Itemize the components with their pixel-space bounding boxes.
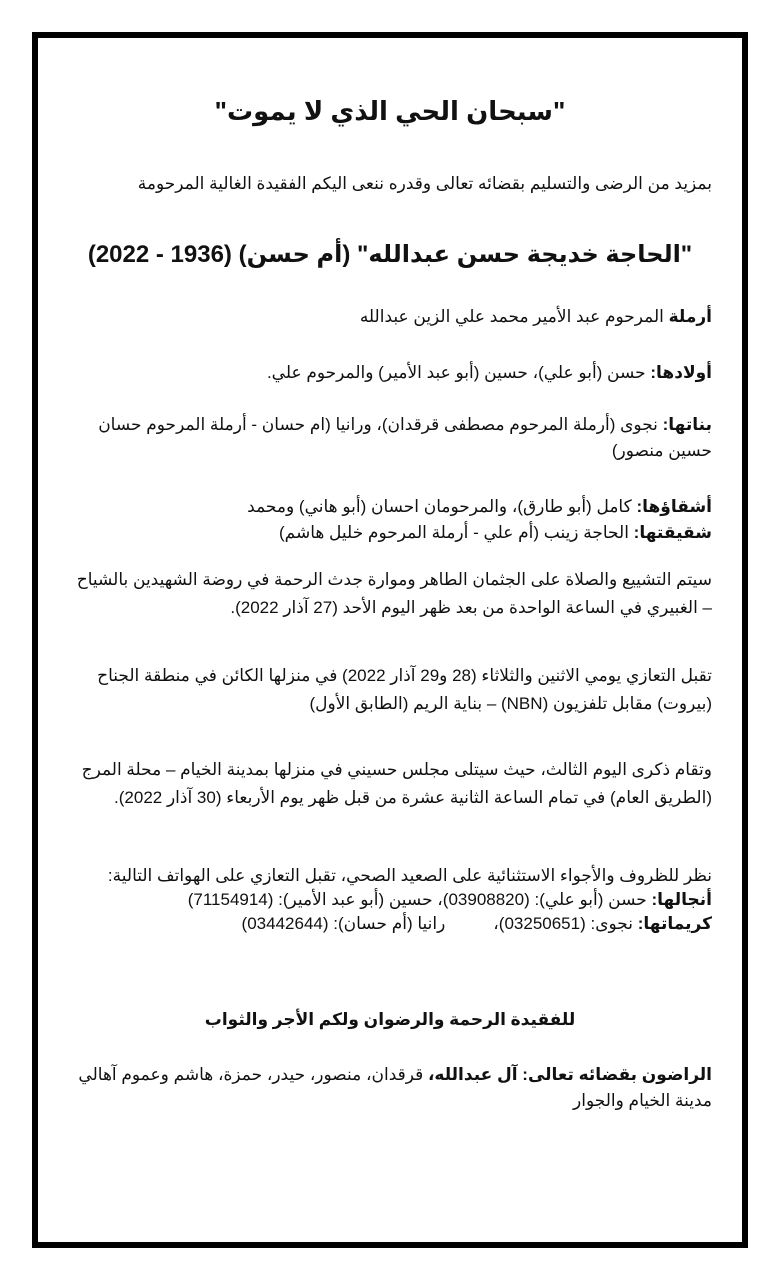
brothers-line	[68, 494, 712, 520]
daughters-label: بناتها:	[662, 415, 712, 434]
daughters-phones-part2: رانيا (أم حسان): (03442644)	[241, 914, 446, 933]
daughters-phones-line	[68, 912, 712, 936]
notice-title: "سبحان الحي الذي لا يموت"	[214, 96, 566, 126]
notice-content	[68, 38, 712, 1242]
sons-text: حسن (أبو علي)، حسين (أبو عبد الأمير) والمرحوم علي.	[266, 363, 651, 382]
condolences-text: تقبل التعازي يومي الاثنين والثلاثاء (28 و29 آذار 2022) في منزلها الكائن في منطقة الجناح (بيروت) مقابل تلفزيون (NBN) – بناية الريم (الطابق الأول)	[97, 666, 712, 713]
daughters-line	[68, 412, 712, 464]
sons-phones-line	[68, 888, 712, 912]
daughters-phones-label: كريماتها:	[637, 914, 712, 933]
third-day-text: وتقام ذكرى اليوم الثالث، حيث سيتلى مجلس حسيني في منزلها بمدينة الخيام – محلة المرج (الطريق العام) في تمام الساعة الثانية عشرة من قبل ظهر يوم الأربعاء (30 آذار 2022).	[81, 760, 712, 807]
mourners-label: الراضون بقضائه تعالى: آل عبدالله،	[427, 1065, 712, 1084]
funeral-text: سيتم التشييع والصلاة على الجثمان الطاهر وموارة جدث الرحمة في روضة الشهيدين بالشياح – الغبيري في الساعة الواحدة من بعد ظهر اليوم الأحد (27 آذار 2022).	[76, 570, 712, 617]
brothers-label: أشقاؤها:	[636, 497, 712, 516]
phones-intro: نظر للظروف والأجواء الاستثنائية على الصعيد الصحي، تقبل التعازي على الهواتف التالية:	[107, 866, 712, 885]
mourners-text: قرقدان، منصور، حيدر، حمزة، هاشم وعموم آهالي مدينة الخيام والجوار	[78, 1065, 712, 1110]
daughters-text: نجوى (أرملة المرحوم مصطفى قرقدان)، ورانيا (ام حسان - أرملة المرحوم حسان حسين منصور)	[98, 415, 712, 460]
siblings-block	[68, 494, 712, 546]
sons-line	[68, 360, 712, 386]
mourners-line	[68, 1062, 712, 1114]
sister-label: شقيقتها:	[633, 523, 712, 542]
notice-frame	[32, 32, 748, 1248]
deceased-name: "الحاجة خديجة حسن عبدالله" (أم حسن) (1936 - 2022)	[87, 241, 693, 268]
closing-text: للفقيدة الرحمة والرضوان ولكم الأجر والثواب	[204, 1010, 576, 1029]
brothers-text: كامل (أبو طارق)، والمرحومان احسان (أبو هاني) ومحمد	[247, 497, 637, 516]
sons-phones-text: حسن (أبو علي): (03908820)، حسين (أبو عبد الأمير): (71154914)	[187, 890, 652, 909]
sons-phones-label: أنجالها:	[651, 890, 712, 909]
sister-text: الحاجة زينب (أم علي - أرملة المرحوم خليل هاشم)	[278, 523, 634, 542]
intro-text: بمزيد من الرضى والتسليم بقضائه تعالى وقدره ننعى اليكم الفقيدة الغالية المرحومة	[137, 174, 712, 193]
phones-block	[68, 864, 712, 936]
widow-text: المرحوم عبد الأمير محمد علي الزين عبدالله	[359, 307, 669, 326]
widow-label: أرملة	[668, 307, 712, 326]
daughters-phones-part1: نجوى: (03250651)،	[493, 914, 638, 933]
sons-label: أولادها:	[650, 363, 712, 382]
sister-line	[68, 520, 712, 546]
widow-line	[68, 304, 712, 330]
